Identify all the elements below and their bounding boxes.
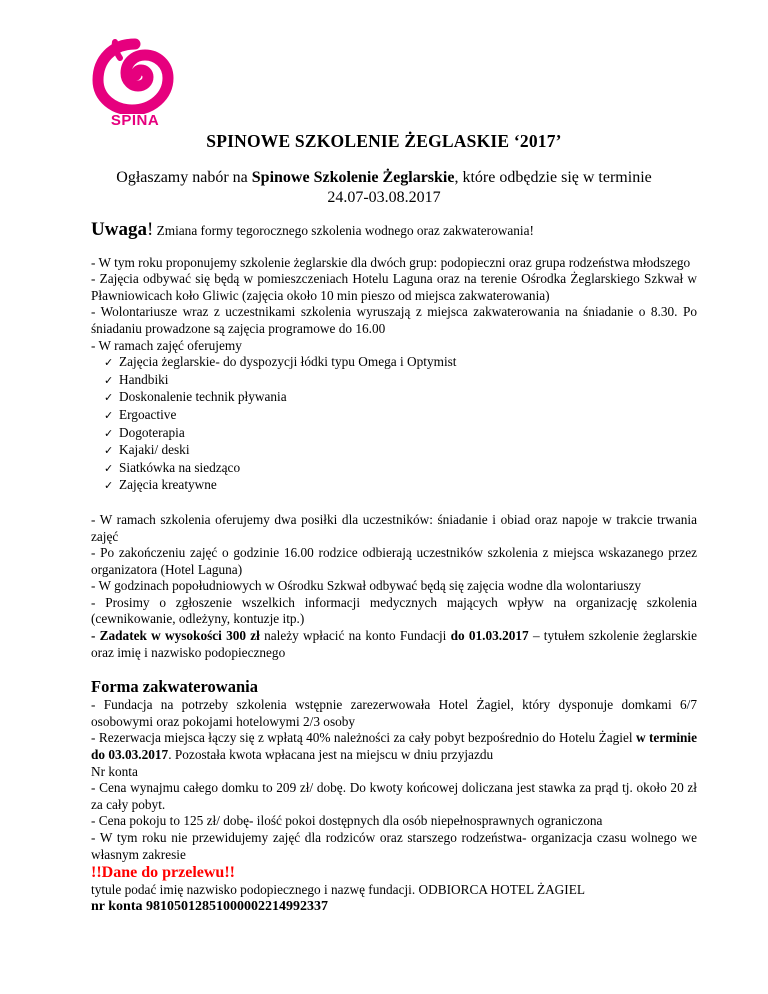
spina-logo — [90, 38, 180, 136]
accommodation-p3: Nr konta — [91, 763, 138, 779]
accommodation-p6: - W tym roku nie przewidujemy zajęć dla rodziców oraz starszego rodzeństwa- organizacja czasu wolnego we własnym zakresie — [91, 830, 697, 862]
intro-dates: 24.07-03.08.2017 — [327, 189, 441, 206]
section1-p1: - W tym roku proponujemy szkolenie żeglarskie dla dwóch grup: podopieczni oraz grupa rodzeństwa młodszego — [91, 254, 691, 270]
intro-prefix: Ogłaszamy nabór na — [116, 169, 252, 186]
section2-p4: - Prosimy o zgłoszenie wszelkich informacji medycznych mających wpływ na organizację szkolenia (cewnikowanie, odleżyny, kontuzje itp.) — [91, 594, 697, 627]
uwaga-notice — [91, 219, 697, 240]
list-item: ✓ Zajęcia kreatywne — [104, 477, 697, 495]
check-icon: ✓ — [104, 444, 114, 458]
check-icon: ✓ — [104, 426, 114, 440]
accommodation-p2: - Rezerwacja miejsca łączy się z wpłatą 40% należności za cały pobyt bezpośrednio do Hotelu Żagiel w terminie do 03.03.2017. Pozostała kwota wpłacana jest na miejscu w dniu przyjazdu — [91, 730, 697, 763]
uwaga-excl: ! — [146, 219, 154, 240]
section2-p1: - W ramach szkolenia oferujemy dwa posiłki dla uczestników: śniadanie i obiad oraz napoje w trakcie trwania zajęć — [91, 511, 697, 544]
section1-p4: - W ramach zajęć oferujemy — [91, 337, 242, 353]
list-item: ✓ Dogoterapia — [104, 425, 697, 443]
intro-suffix: , które odbędzie się w terminie — [454, 169, 652, 186]
spacer — [91, 495, 697, 512]
main-content — [91, 219, 697, 915]
list-item: ✓ Handbiki — [104, 372, 697, 390]
accommodation-heading: Forma zakwaterowania — [91, 677, 258, 697]
check-icon: ✓ — [104, 479, 114, 493]
activities-list — [91, 354, 697, 495]
spina-swirl-icon — [90, 38, 180, 114]
transfer-heading: !!Dane do przelewu!! — [91, 864, 235, 882]
list-item: ✓ Doskonalenie technik pływania — [104, 389, 697, 407]
check-icon: ✓ — [104, 356, 114, 370]
intro-bold: Spinowe Szkolenie Żeglarskie — [251, 169, 455, 186]
accommodation-p4: - Cena wynajmu całego domku to 209 zł/ dobę. Do kwoty końcowej doliczana jest stawka za prąd tj. około 20 zł za cały pobyt. — [91, 780, 697, 812]
logo-text: SPINA — [110, 112, 160, 129]
list-item: ✓ Kajaki/ deski — [104, 442, 697, 460]
check-icon: ✓ — [104, 391, 114, 405]
intro-paragraph — [60, 168, 708, 208]
list-item: ✓ Ergoactive — [104, 407, 697, 425]
accommodation-p1: - Fundacja na potrzeby szkolenia wstępnie zarezerwowała Hotel Żagiel, który dysponuje domkami 6/7 osobowymi oraz pokojami hotelowymi 2/3 osoby — [91, 697, 697, 729]
transfer-account: nr konta 98105012851000002214992337 — [91, 898, 328, 914]
check-icon: ✓ — [104, 408, 114, 422]
check-icon: ✓ — [104, 461, 114, 475]
page-title: SPINOWE SZKOLENIE ŻEGLASKIE ‘2017’ — [206, 131, 562, 151]
list-item: ✓ Siatkówka na siedząco — [104, 460, 697, 478]
uwaga-label: Uwaga — [91, 219, 147, 240]
spacer — [91, 661, 697, 677]
uwaga-text: Zmiana formy tegorocznego szkolenia wodnego oraz zakwaterowania! — [153, 223, 534, 238]
section1-p3: - Wolontariusze wraz z uczestnikami szkolenia wyruszają z miejsca zakwaterowania na śniadanie o 8.30. Po śniadaniu prowadzone są zajęcia programowe do 16.00 — [91, 304, 697, 336]
section2-p2: - Po zakończeniu zajęć o godzinie 16.00 rodzice odbierają uczestników szkolenia z miejsca wskazanego przez organizatora (Hotel Laguna) — [91, 545, 697, 577]
section1-p2: - Zajęcia odbywać się będą w pomieszczeniach Hotelu Laguna oraz na terenie Ośrodka Żeglarskiego Szkwał w Pławniowicach koło Gliwic (zajęcia około 10 min pieszo od miejsca zakwaterowania) — [91, 271, 697, 303]
accommodation-p5: - Cena pokoju to 125 zł/ dobę- ilość pokoi dostępnych dla osób niepełnosprawnych ograniczona — [91, 813, 603, 829]
check-icon: ✓ — [104, 373, 114, 387]
transfer-text: tytule podać imię nazwisko podopiecznego i nazwę fundacji. ODBIORCA HOTEL ŻAGIEL — [91, 882, 585, 898]
list-item: ✓ Zajęcia żeglarskie- do dyspozycji łódki typu Omega i Optymist — [104, 354, 697, 372]
section2-p5: - Zadatek w wysokości 300 zł należy wpłacić na konto Fundacji do 01.03.2017 – tytułem szkolenie żeglarskie oraz imię i nazwisko podopiecznego — [91, 628, 697, 660]
section2-p3: - W godzinach popołudniowych w Ośrodku Szkwał odbywać będą się zajęcia wodne dla wolontariuszy — [91, 578, 642, 594]
